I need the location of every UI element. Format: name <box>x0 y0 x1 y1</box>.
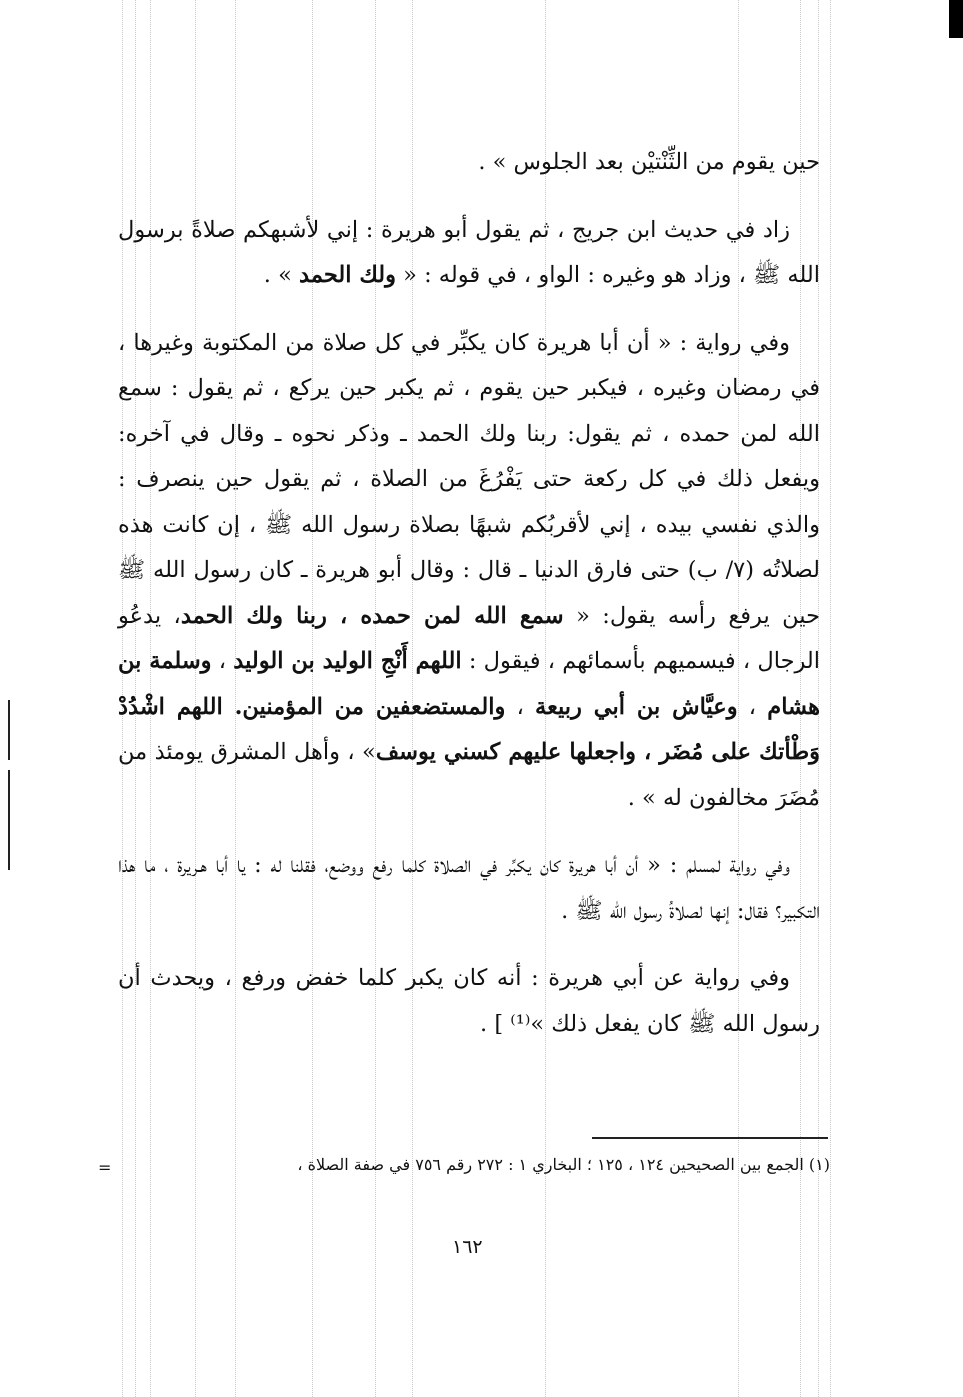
bold-quote: وسلمة بن هشام <box>118 648 820 720</box>
scan-corner-mark <box>949 0 963 38</box>
paragraph <box>118 208 820 299</box>
paragraph <box>118 321 820 822</box>
text-run: ، <box>737 693 768 720</box>
page-number: ١٦٢ <box>452 1236 483 1258</box>
bold-quote: وعيَّاش بن أبي ربيعة <box>535 693 738 720</box>
margin-bar <box>8 770 10 870</box>
footnote-separator <box>592 1137 828 1139</box>
text-run: ، <box>505 693 536 720</box>
paragraph: وفي رواية عن أبي هريرة : أنه كان يكبر كلما خفض ورفع ، ويحدث أن رسول الله ﷺ كان يفعل ذلك »⁽¹⁾ ] . <box>118 965 820 1037</box>
bold-quote: سمع الله لمن حمده ، ربنا ولك الحمد <box>180 602 564 629</box>
paragraph: حين يقوم من الثِّنْتيْن بعد الجلوس » . <box>478 149 820 175</box>
margin-bar <box>8 700 10 760</box>
text-run: » ، وأهل المشرق يومئذ من مُضَرَ مخالفون له » . <box>118 739 820 811</box>
text-run: » . <box>263 262 300 288</box>
continuation-mark: = <box>98 1158 112 1177</box>
bold-quote: والمستضعفين من المؤمنين. اللهم اشْدُدْ وَطْأتك على مُضَر ، واجعلها عليهم كسني يوسف <box>118 693 820 765</box>
text-run: ، <box>211 648 234 674</box>
paragraph: وفي رواية لمسلم : « أن أبا هريرة كان يكبِّر في الصلاة كلما رفع ووضع، فقلنا له : يا أبا هـريرة ، ما هذا التكبير؟ فقال: إنها لصلاةُ رسول الله ﷺ . <box>118 852 820 924</box>
text-run: ، يدعُو الرجال ، فيسميهم بأسمائهم ، فيقول : <box>118 602 820 674</box>
text-run: وفي رواية : « أن أبا هريرة كان يكبِّر في كل صلاة من المكتوبة وغيرها ، في رمضان وغيره ، فيكبر حين يقوم ، ثم يكبر حين يركع ، ثم يقول : سمع الله لمن حمده ، ثم يقول: ربنا ولك الحمد ـ وذكر نحوه ـ وقال في آخره: ويفعل ذلك في كل ركعة حتى يَفْرُغَ من الصلاة ، ثم يقول حين ينصرف : والذي نفسي بيده ، إني لأقربُكم شبهًا بصلاة رسول الله ﷺ ، إن كانت هذه لصلاتُه (٧/ ب) حتى فارق الدنيا ـ قال : وقال أبو هريرة ـ كان رسول الله ﷺ حين يرفع رأسه يقول: « <box>118 329 820 629</box>
bold-quote: ولك الحمد <box>299 262 396 288</box>
footnote: (١) الجمع بين الصحيحين ١٢٤ ، ١٢٥ ؛ البخاري ١ : ٢٧٢ رقم ٧٥٦ في صفة الصلاة ، <box>297 1155 830 1174</box>
bold-quote: اللهم أَنْجِ الوليد بن الوليد <box>233 648 462 674</box>
text-run: زاد في حديث ابن جريج ، ثم يقول أبو هريرة : إني لأشبهكم صلاةً برسول الله ﷺ ، وزاد هو وغيره : الواو ، في قوله : « <box>118 216 820 288</box>
main-text <box>118 140 820 1069</box>
